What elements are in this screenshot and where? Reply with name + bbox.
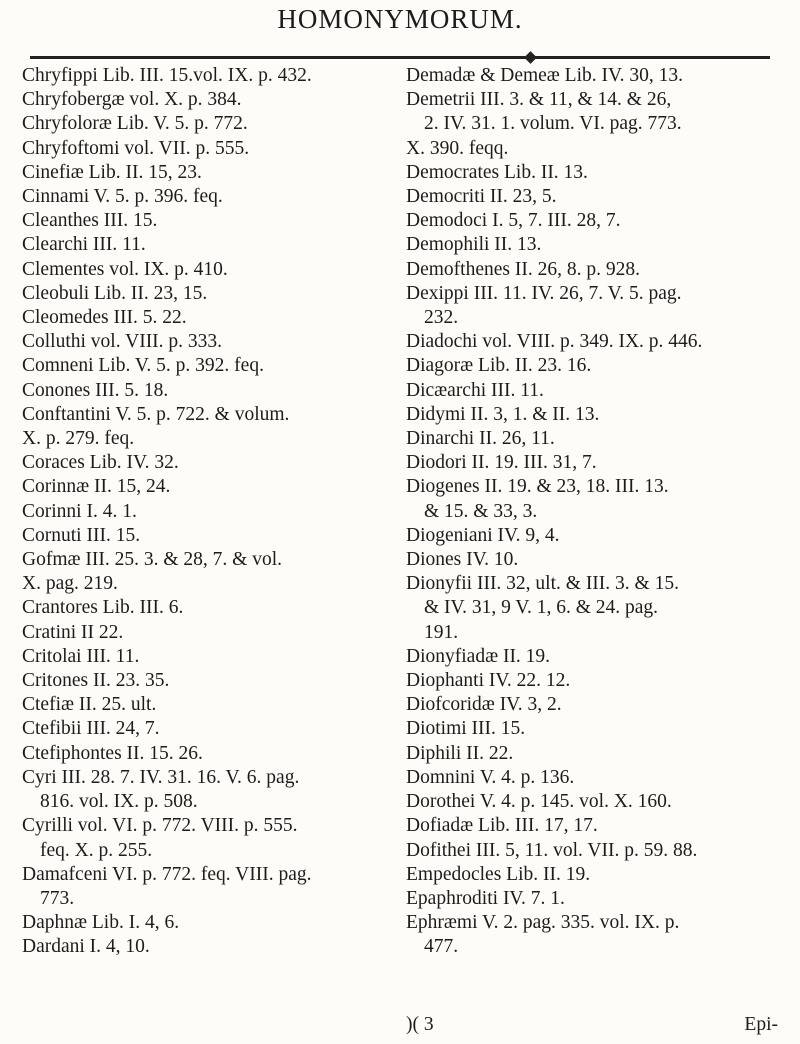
index-entry: X. pag. 219. bbox=[22, 573, 118, 595]
index-entry: Diones IV. 10. bbox=[406, 549, 519, 571]
index-entry: Democrates Lib. II. 13. bbox=[406, 161, 588, 183]
index-entry: feq. X. p. 255. bbox=[40, 839, 153, 861]
index-entry: Ctefiæ II. 25. ult. bbox=[22, 694, 157, 716]
index-entry: Conones III. 5. 18. bbox=[22, 379, 169, 401]
index-entry: Dofithei III. 5, 11. vol. VII. p. 59. 88. bbox=[406, 839, 698, 861]
index-entry: Demadæ & Demeæ Lib. IV. 30, 13. bbox=[406, 65, 683, 86]
index-entry: Democriti II. 23, 5. bbox=[406, 186, 557, 208]
index-entry: Diofcoridæ IV. 3, 2. bbox=[406, 694, 562, 716]
index-entry: Demodoci I. 5, 7. III. 28, 7. bbox=[406, 210, 621, 232]
index-entry: Diagoræ Lib. II. 23. 16. bbox=[406, 355, 592, 377]
index-entry: X. 390. feqq. bbox=[406, 137, 509, 159]
index-entry: Diphili II. 22. bbox=[406, 742, 514, 764]
index-entry: Cleanthes III. 15. bbox=[22, 210, 158, 232]
index-entry: Corinni I. 4. 1. bbox=[22, 500, 137, 522]
index-entry: Demofthenes II. 26, 8. p. 928. bbox=[406, 258, 640, 280]
index-entry: Ephræmi V. 2. pag. 335. vol. IX. p. bbox=[406, 912, 680, 934]
index-entry: Cinefiæ Lib. II. 15, 23. bbox=[22, 161, 202, 183]
index-entry: Empedocles Lib. II. 19. bbox=[406, 863, 591, 885]
index-entry: Dicæarchi III. 11. bbox=[406, 379, 544, 401]
index-entry: Cleobuli Lib. II. 23, 15. bbox=[22, 282, 208, 304]
index-entry: Comneni Lib. V. 5. p. 392. feq. bbox=[22, 355, 264, 377]
index-entry: 2. IV. 31. 1. volum. VI. pag. 773. bbox=[424, 113, 682, 135]
index-entry: Damafceni VI. p. 772. feq. VIII. pag. bbox=[22, 863, 312, 885]
index-entry: Diophanti IV. 22. 12. bbox=[406, 670, 571, 692]
index-entry: 477. bbox=[424, 936, 459, 958]
index-entry: Crantores Lib. III. 6. bbox=[22, 597, 184, 619]
index-entry: Dionyfiadæ II. 19. bbox=[406, 645, 551, 667]
right-column bbox=[406, 64, 778, 960]
index-entry: 191. bbox=[424, 621, 459, 643]
index-entry: Diogenes II. 19. & 23, 18. III. 13. bbox=[406, 476, 669, 498]
index-entry: Didymi II. 3, 1. & II. 13. bbox=[406, 403, 600, 425]
index-entry: Dorothei V. 4. p. 145. vol. X. 160. bbox=[406, 791, 672, 813]
index-entry: 232. bbox=[424, 307, 459, 329]
index-entry: 773. bbox=[40, 887, 75, 909]
index-entry: Dofiadæ Lib. III. 17, 17. bbox=[406, 815, 598, 837]
index-entry: Corinnæ II. 15, 24. bbox=[22, 476, 171, 498]
index-entry: Chryfoftomi vol. VII. p. 555. bbox=[22, 137, 250, 159]
index-entry: Critolai III. 11. bbox=[22, 645, 140, 667]
index-entry: Critones II. 23. 35. bbox=[22, 670, 170, 692]
index-entry: Diadochi vol. VIII. p. 349. IX. p. 446. bbox=[406, 331, 703, 353]
index-entry: Conftantini V. 5. p. 722. & volum. bbox=[22, 403, 290, 425]
index-entry: 816. vol. IX. p. 508. bbox=[40, 791, 198, 813]
rule-ornament bbox=[524, 51, 537, 64]
index-entry: Gofmæ III. 25. 3. & 28, 7. & vol. bbox=[22, 549, 282, 571]
index-entry: Demetrii III. 3. & 11, & 14. & 26, bbox=[406, 89, 672, 111]
index-entry: Daphnæ Lib. I. 4, 6. bbox=[22, 912, 180, 934]
index-entry: Cinnami V. 5. p. 396. feq. bbox=[22, 186, 223, 208]
index-entry: Chryfobergæ vol. X. p. 384. bbox=[22, 89, 242, 111]
index-entry: Colluthi vol. VIII. p. 333. bbox=[22, 331, 223, 353]
index-entry: Cratini II 22. bbox=[22, 621, 124, 643]
left-column bbox=[22, 64, 394, 960]
index-entry: X. p. 279. feq. bbox=[22, 428, 135, 450]
index-entry: Dardani I. 4, 10. bbox=[22, 936, 150, 958]
index-entry: & IV. 31, 9 V. 1, 6. & 24. pag. bbox=[424, 597, 659, 619]
index-entry: Dionyfii III. 32, ult. & III. 3. & 15. bbox=[406, 573, 679, 595]
catchword: Epi- bbox=[744, 1014, 778, 1035]
index-entry: Diogeniani IV. 9, 4. bbox=[406, 524, 560, 546]
index-entry: Cyrilli vol. VI. p. 772. VIII. p. 555. bbox=[22, 815, 298, 837]
index-entry: Cleomedes III. 5. 22. bbox=[22, 307, 187, 329]
index-entry: Diodori II. 19. III. 31, 7. bbox=[406, 452, 597, 474]
page-footer bbox=[404, 1014, 780, 1040]
index-entry: Demophili II. 13. bbox=[406, 234, 542, 256]
index-entry: Cyri III. 28. 7. IV. 31. 16. V. 6. pag. bbox=[22, 766, 300, 788]
index-entry: Coraces Lib. IV. 32. bbox=[22, 452, 179, 474]
index-entry: Diotimi III. 15. bbox=[406, 718, 526, 740]
index-entry: Chryfoloræ Lib. V. 5. p. 772. bbox=[22, 113, 248, 135]
signature-mark: )( 3 bbox=[406, 1014, 434, 1035]
index-entry: Clearchi III. 11. bbox=[22, 234, 146, 256]
index-entry: Chryfippi Lib. III. 15.vol. IX. p. 432. bbox=[22, 65, 312, 86]
index-entry: Domnini V. 4. p. 136. bbox=[406, 766, 575, 788]
header-rule bbox=[30, 56, 770, 59]
index-entry: Dexippi III. 11. IV. 26, 7. V. 5. pag. bbox=[406, 282, 682, 304]
index-entry: Ctefibii III. 24, 7. bbox=[22, 718, 160, 740]
index-entry: Dinarchi II. 26, 11. bbox=[406, 428, 555, 450]
index-entry: Clementes vol. IX. p. 410. bbox=[22, 258, 228, 280]
index-entry: & 15. & 33, 3. bbox=[424, 500, 538, 522]
index-entry: Cornuti III. 15. bbox=[22, 524, 141, 546]
page-header: HOMONYMORUM. bbox=[277, 4, 523, 34]
index-entry: Epaphroditi IV. 7. 1. bbox=[406, 887, 565, 909]
index-entry: Ctefiphontes II. 15. 26. bbox=[22, 742, 203, 764]
